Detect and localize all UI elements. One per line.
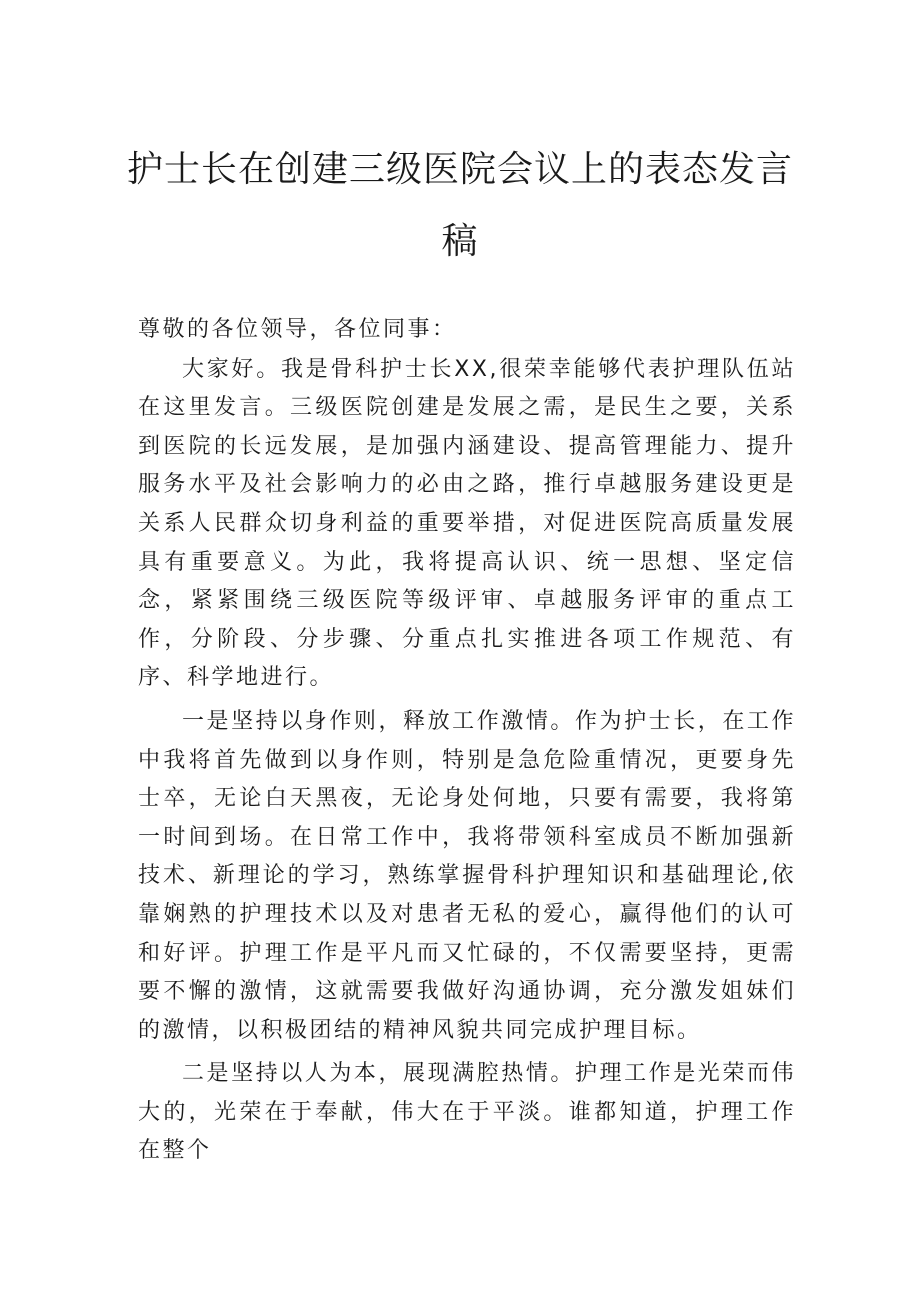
paragraph-intro: 大家好。我是骨科护士长XX,很荣幸能够代表护理队伍站在这里发言。三级医院创建是发展之需，是民生之要，关系到医院的长远发展，是加强内涵建设、提高管理能力、提升服务水平及社会影响力的必由之路，推行卓越服务建设更是关系人民群众切身利益的重要举措，对促进医院高质量发展具有重要意义。为此，我将提高认识、统一思想、坚定信念，紧紧围绕三级医院等级评审、卓越服务评审的重点工作，分阶段、分步骤、分重点扎实推进各项工作规范、有序、科学地进行。 [138,356,796,691]
paragraph-point-one: 一是坚持以身作则，释放工作激情。作为护士长，在工作中我将首先做到以身作则，特别是急危险重情况，更要身先士卒，无论白天黑夜，无论身处何地，只要有需要，我将第一时间到场。在日常工作中，我将带领科室成员不断加强新技术、新理论的学习，熟练掌握骨科护理知识和基础理论,依靠娴熟的护理技术以及对患者无私的爱心，赢得他们的认可和好评。护理工作是平凡而又忙碌的，不仅需要坚持，更需要不懈的激情，这就需要我做好沟通协调，充分激发姐妹们的激情，以积极团结的精神风貌共同完成护理目标。 [138,708,796,1043]
document-title-line-1: 护士长在创建三级医院会议上的表态发言 [126,149,793,190]
document-title-line-2: 稿 [441,221,479,262]
paragraph-point-two: 二是坚持以人为本，展现满腔热情。护理工作是光荣而伟大的，光荣在于奉献，伟大在于平淡。谁都知道，护理工作在整个 [138,1061,796,1164]
salutation: 尊敬的各位领导，各位同事： [138,317,457,342]
document-body [138,311,796,1176]
